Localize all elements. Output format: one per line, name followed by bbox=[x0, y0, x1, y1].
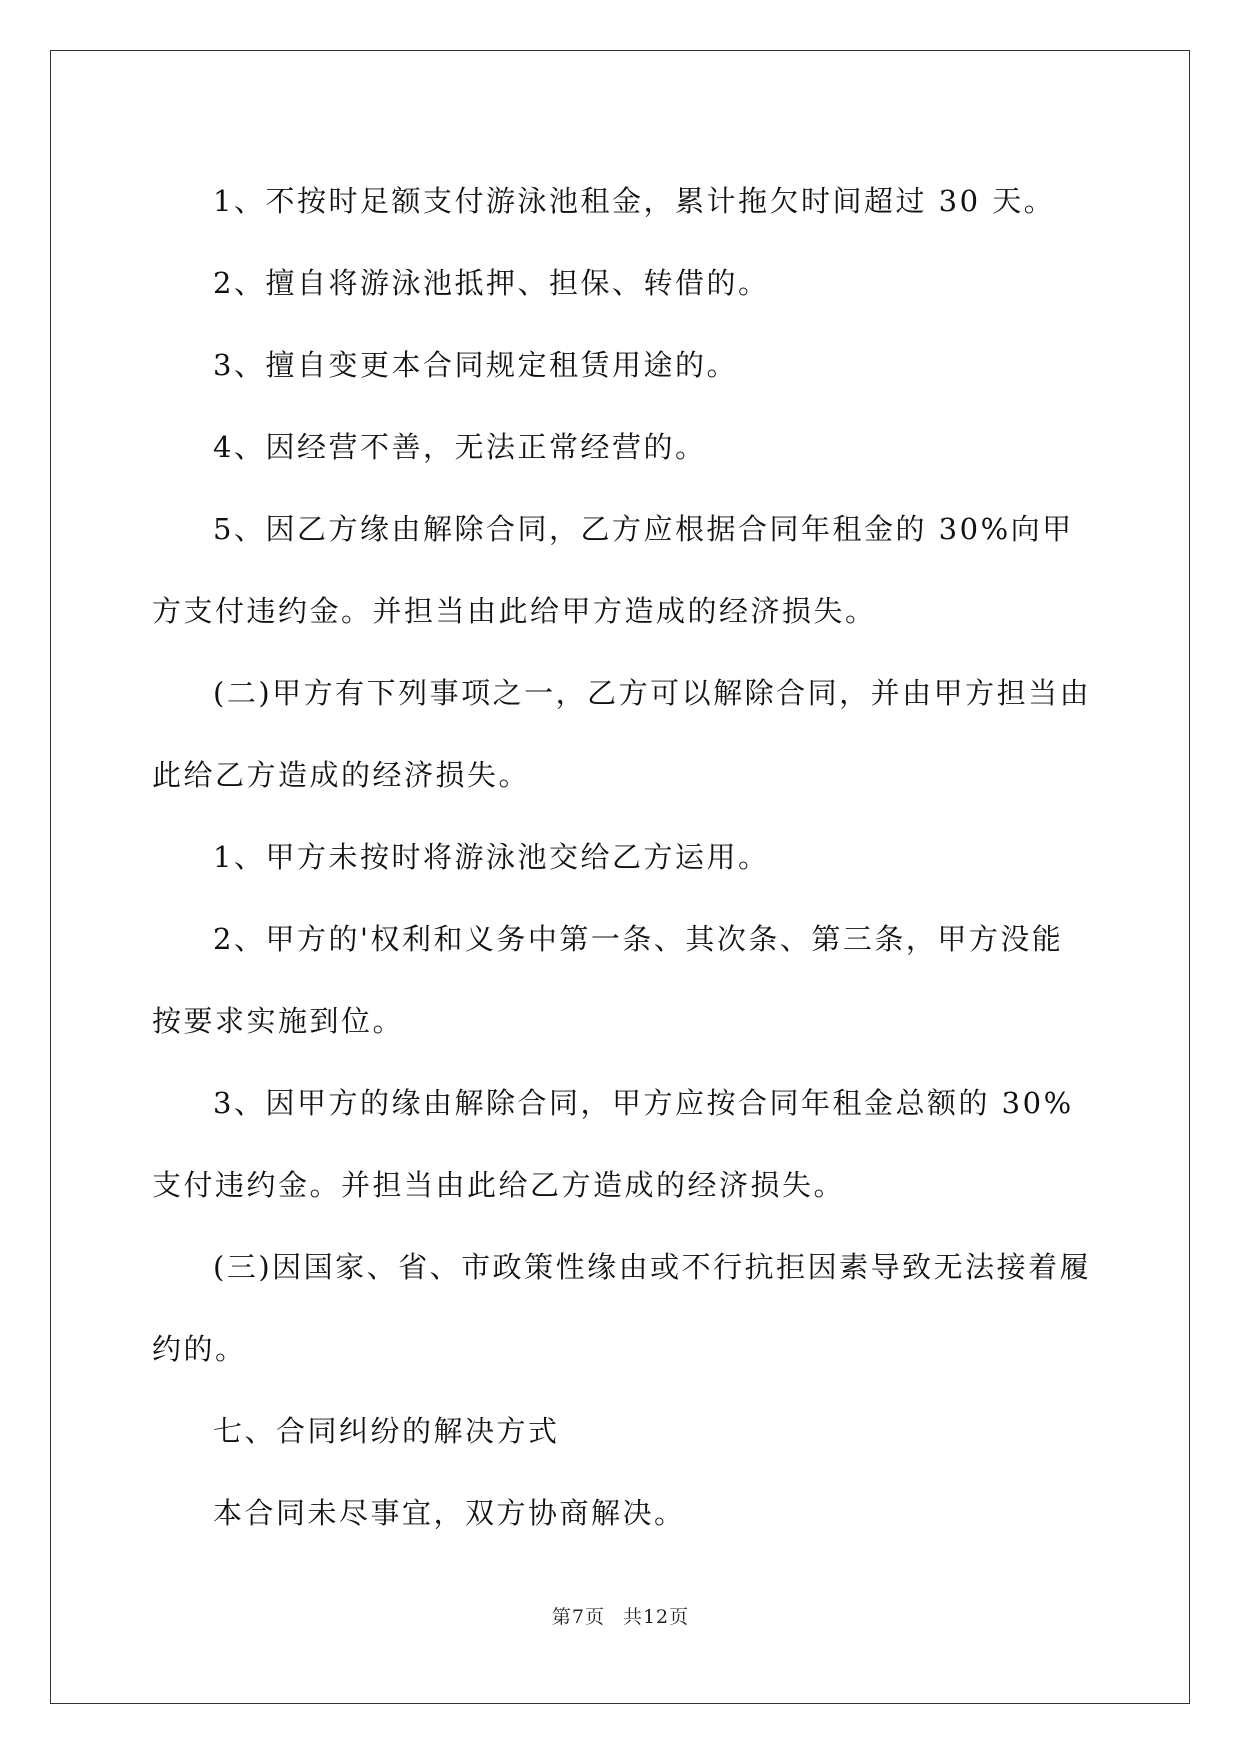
clause-paragraph: 3、擅自变更本合同规定租赁用途的。 bbox=[213, 348, 738, 382]
page-footer bbox=[0, 1602, 1241, 1629]
clause-paragraph: 4、因经营不善，无法正常经营的。 bbox=[213, 430, 707, 464]
clause-paragraph: 本合同未尽事宜，双方协商解决。 bbox=[213, 1496, 686, 1530]
page-number: 第7页 bbox=[551, 1606, 605, 1628]
section-paragraph: (二)甲方有下列事项之一，乙方可以解除合同，并由甲方担当由此给乙方造成的经济损失。 bbox=[152, 676, 1092, 792]
clause-paragraph: 1、不按时足额支付游泳池租金，累计拖欠时间超过 30 天。 bbox=[213, 184, 1056, 218]
clause-paragraph: 2、擅自将游泳池抵押、担保、转借的。 bbox=[213, 266, 770, 300]
section-paragraph: (三)因国家、省、市政策性缘由或不行抗拒因素导致无法接着履约的。 bbox=[152, 1250, 1092, 1366]
clause-paragraph: 1、甲方未按时将游泳池交给乙方运用。 bbox=[213, 840, 770, 874]
clause-paragraph: 5、因乙方缘由解除合同，乙方应根据合同年租金的 30%向甲方支付违约金。并担当由此给甲方造成的经济损失。 bbox=[152, 512, 1074, 628]
page-total: 共12页 bbox=[622, 1606, 690, 1628]
section-heading: 七、合同纠纷的解决方式 bbox=[213, 1414, 560, 1448]
clause-paragraph: 3、因甲方的缘由解除合同，甲方应按合同年租金总额的 30%支付违约金。并担当由此给乙方造成的经济损失。 bbox=[152, 1086, 1074, 1202]
clause-paragraph: 2、甲方的'权利和义务中第一条、其次条、第三条，甲方没能按要求实施到位。 bbox=[152, 922, 1064, 1038]
document-body bbox=[152, 160, 1092, 1554]
